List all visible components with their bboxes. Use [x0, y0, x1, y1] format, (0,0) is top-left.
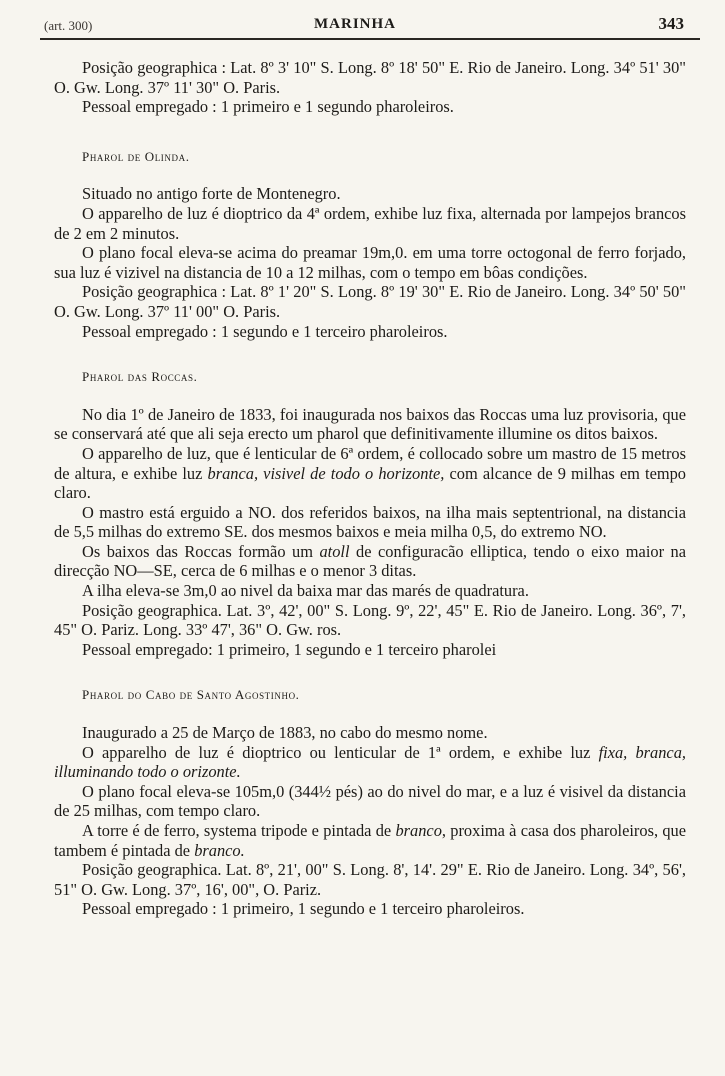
agostinho-personnel: Pessoal empregado : 1 primeiro, 1 segundo e 1 terceiro pharoleiros.: [82, 899, 525, 919]
header-rule: [40, 38, 700, 40]
agostinho-position: Posição geographica. Lat. 8º, 21', 00" S. Long. 8', 14'. 29" E. Rio de Janeiro. Long. 34º, 56', 51" O. Gw. Long. 37º, 16', 00", O. Pariz.: [54, 860, 686, 899]
roccas-paragraph-4: [54, 542, 686, 581]
running-header: [44, 14, 684, 38]
personnel-paragraph: Pessoal empregado : 1 primeiro e 1 segundo pharoleiros.: [82, 97, 454, 117]
agostinho-paragraph-2: [54, 743, 686, 782]
agostinho-paragraph-1: Inaugurado a 25 de Março de 1883, no cabo do mesmo nome.: [82, 723, 488, 743]
article-reference: (art. 300): [44, 18, 93, 33]
agostinho-p4-emphasis-2: branco.: [194, 840, 245, 860]
agostinho-heading: Pharol do Cabo de Santo Agostinho.: [82, 687, 300, 703]
roccas-heading: Pharol das Roccas.: [82, 369, 198, 385]
position-paragraph: Posição geographica : Lat. 8º 3' 10" S. Long. 8º 18' 50" E. Rio de Janeiro. Long. 34º 51' 30" O. Gw. Long. 37º 11' 30" O. Paris.: [54, 58, 686, 97]
olinda-paragraph-1: Situado no antigo forte de Montenegro.: [82, 184, 341, 204]
section-title: MARINHA: [314, 16, 396, 32]
olinda-position: Posição geographica : Lat. 8º 1' 20" S. Long. 8º 19' 30" E. Rio de Janeiro. Long. 34º 50' 50" O. Gw. Long. 37º 11' 00" O. Paris.: [54, 282, 686, 321]
roccas-paragraph-3: O mastro está erguido a NO. dos referidos baixos, na ilha mais septentrional, na distancia de 5,5 milhas do extremo SE. dos mesmos baixos e meia milha 0,5, do extremo NO.: [54, 502, 686, 542]
roccas-p4-emphasis: atoll: [319, 541, 350, 561]
roccas-personnel: Pessoal empregado: 1 primeiro, 1 segundo e 1 terceiro pharolei: [82, 639, 497, 659]
roccas-paragraph-2: [54, 444, 686, 503]
agostinho-p4-text-b: , proxima à casa dos pharoleiros, que tambem é pintada de: [54, 821, 686, 860]
roccas-p4-text-b: de configuracão elliptica, tendo o eixo maior na direcção NO—SE, cerca de 6 milhas e o menor 3 ditas.: [54, 541, 686, 581]
agostinho-p2-text-a: O apparelho de luz é dioptrico ou lenticular de 1ª ordem, e exhibe luz: [82, 742, 599, 762]
olinda-paragraph-3: O plano focal eleva-se acima do preamar 19m,0. em uma torre octogonal de ferro forjado, sua luz é vizivel na distancia de 10 a 12 milhas, com o tempo em bôas condições.: [54, 243, 686, 282]
olinda-paragraph-2: O apparelho de luz é dioptrico da 4ª ordem, exhibe luz fixa, alternada por lampejos brancos de 2 em 2 minutos.: [54, 203, 686, 243]
page-body: [54, 58, 686, 919]
agostinho-p4-text-a: A torre é de ferro, systema tripode e pintada de: [82, 821, 396, 840]
roccas-p4-text-a: Os baixos das Roccas formão um: [82, 541, 320, 561]
agostinho-p4-emphasis-1: branco: [395, 821, 442, 840]
roccas-p2-text-a: O apparelho de luz, que é lenticular de 6ª ordem, é collocado sobre um mastro de 15 metros de altura, e exhibe luz: [54, 443, 686, 483]
roccas-position: Posição geographica. Lat. 3º, 42', 00" S. Long. 9º, 22', 45" E. Rio de Janeiro. Long. 36º, 7', 45" O. Pariz. Long. 33º 47', 36" O. Gw. ros.: [54, 600, 686, 640]
roccas-paragraph-5: A ilha eleva-se 3m,0 ao nivel da baixa mar das marés de quadratura.: [82, 581, 529, 601]
roccas-paragraph-1: No dia 1º de Janeiro de 1833, foi inaugurada nos baixos das Roccas uma luz provisoria, que se conservará até que ali seja erecto um pharol que definitivamente illumine os ditos baixos.: [54, 404, 686, 444]
page-number: 343: [658, 14, 684, 33]
agostinho-paragraph-4: [54, 821, 686, 860]
agostinho-paragraph-3: O plano focal eleva-se 105m,0 (344½ pés) ao do nivel do mar, e a luz é visivel da distancia de 25 milhas, com tempo claro.: [54, 781, 686, 821]
roccas-p2-emphasis: branca, visivel de todo o horizonte,: [207, 463, 445, 483]
agostinho-p2-emphasis: fixa, branca, illuminando todo o orizonte.: [54, 742, 686, 782]
roccas-p2-text-b: com alcance de 9 milhas em tempo claro.: [54, 463, 686, 503]
olinda-personnel: Pessoal empregado : 1 segundo e 1 terceiro pharoleiros.: [82, 321, 448, 341]
olinda-heading: Pharol de Olinda.: [82, 148, 190, 164]
